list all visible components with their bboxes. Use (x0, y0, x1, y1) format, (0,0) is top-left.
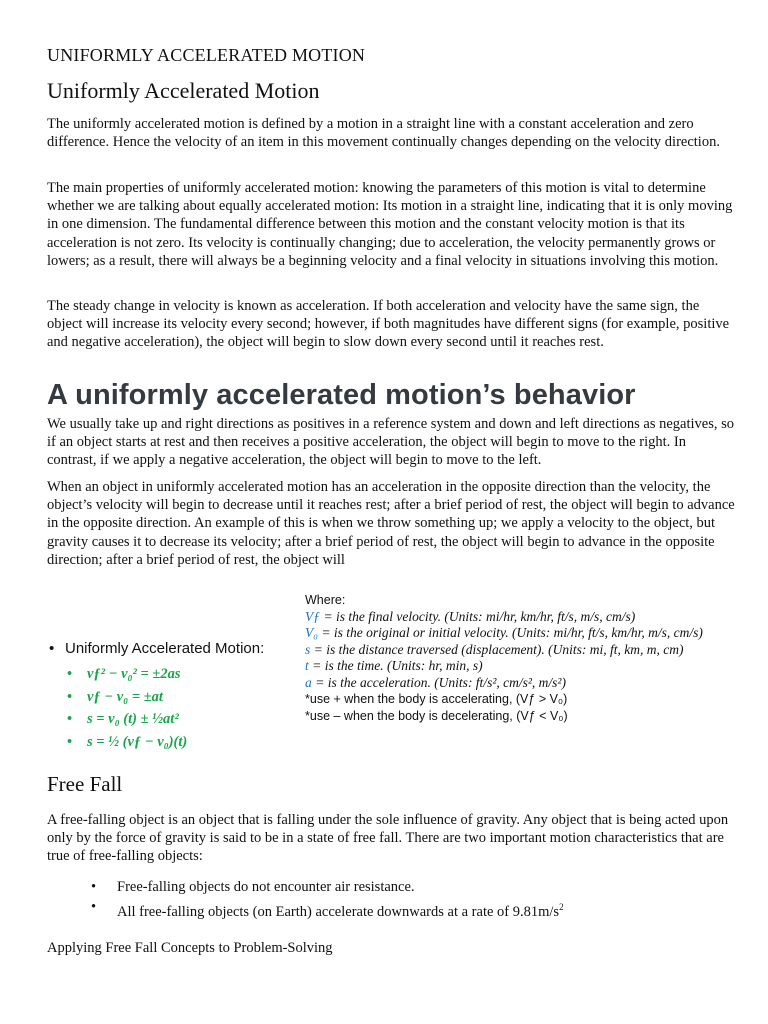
free-fall-bullet-list (91, 877, 564, 922)
behavior-paragraph-2: When an object in uniformly accelerated motion has an acceleration in the opposite direction than the velocity, the object’s velocity will begin to decrease until it reaches rest; after a brief period of rest, the object will begin to advance in the opposite direction. An example of this is when we throw something up; we apply a velocity to the object, but gravity causes it to decrease its velocity; after a brief period of rest, the object will begin to advance in the opposite direction; after a brief period of rest, the object will (47, 479, 735, 568)
behavior-paragraph-1: We usually take up and right directions as positives in a reference system and down and left directions as negatives, so if an object starts at rest and then receives a positive acceleration, the object will begin to move to the right. In contrast, if we apply a negative acceleration, the object will begin to move to the left. (47, 416, 734, 469)
equation-2: • vƒ − v₀ = ±at (47, 686, 297, 709)
definition-var: V₀ (305, 625, 318, 640)
formula-list (47, 640, 297, 753)
definition-var: Vƒ (305, 608, 320, 624)
definition-time (305, 658, 735, 675)
free-fall-paragraph: A free-falling object is an object that is falling under the sole influence of gravity. Any object that is being acted upon only by the force of gravity is said to be in a state of free fall. There are two important motion characteristics that are true of free-falling objects: (47, 812, 729, 865)
where-label: Where: (305, 593, 346, 607)
intro-paragraph-1: The uniformly accelerated motion is defined by a motion in a straight line with a constant acceleration and zero difference. Hence the velocity of an item in this movement continually changes depending on the velocity direction. (47, 116, 720, 151)
definition-initial-velocity (305, 625, 735, 642)
superscript-2: 2 (559, 902, 564, 912)
note-decelerating: *use – when the body is decelerating, (Vƒ < V₀) (305, 708, 568, 723)
definition-var: t (305, 658, 309, 673)
definition-var: a (305, 674, 312, 690)
definition-acceleration (305, 675, 735, 692)
equation-4: • s = ½ (vƒ − v₀)(t) (47, 731, 297, 754)
definition-text: = is the time. (Units: hr, min, s) (312, 658, 483, 673)
section-title: Uniformly Accelerated Motion (47, 78, 320, 103)
variable-definitions (305, 592, 735, 724)
free-fall-heading: Free Fall (47, 772, 123, 796)
note-accelerating: *use + when the body is accelerating, (Vƒ > V₀) (305, 692, 568, 706)
free-fall-bullet-2 (91, 897, 564, 922)
free-fall-bullet-text: All free-falling objects (on Earth) accelerate downwards at a rate of 9.81m/s (117, 903, 560, 920)
free-fall-bullet-1 (91, 877, 564, 897)
document-title: UNIFORMLY ACCELERATED MOTION (47, 45, 366, 65)
formula-title: • Uniformly Accelerated Motion: (47, 640, 297, 657)
behavior-heading: A uniformly accelerated motion’s behavior (47, 379, 636, 411)
definition-distance (305, 642, 735, 659)
equation-1: • vƒ² − v₀² = ±2as (47, 663, 297, 686)
definition-text: = is the acceleration. (Units: ft/s², cm/s², m/s²) (315, 674, 566, 690)
equation-3: • s = v₀ (t) ± ½at² (47, 708, 297, 731)
definition-text: = is the final velocity. (Units: mi/hr, km/hr, ft/s, m/s, cm/s) (323, 608, 636, 624)
definition-text: = is the distance traversed (displacement). (Units: mi, ft, km, m, cm) (313, 641, 684, 657)
intro-paragraph-3: The steady change in velocity is known as acceleration. If both acceleration and velocity have the same sign, the object will increase its velocity every second; however, if both magnitudes have different signs (for example, positive and negative acceleration), the object will begin to slow down every second until it reaches rest. (47, 298, 730, 351)
problem-solving-subheading: Applying Free Fall Concepts to Problem-Solving (47, 940, 333, 956)
free-fall-bullet-text: Free-falling objects do not encounter air resistance. (117, 879, 415, 895)
intro-paragraph-2: The main properties of uniformly accelerated motion: knowing the parameters of this motion is vital to determine whether we are talking about equally accelerated motion: Its motion in a straight line, indicating that it is only moving in one dimension. The fundamental difference between this motion and the constant velocity motion is that its acceleration is not zero. Its velocity is continually changing; due to acceleration, the velocity permanently grows or lowers; as a result, there will always be a beginning velocity and a final velocity in situations involving this motion. (47, 180, 733, 269)
definition-final-velocity (305, 609, 735, 626)
definition-text: = is the original or initial velocity. (Units: mi/hr, ft/s, km/hr, m/s, cm/s) (321, 625, 703, 640)
definition-var: s (305, 641, 311, 657)
